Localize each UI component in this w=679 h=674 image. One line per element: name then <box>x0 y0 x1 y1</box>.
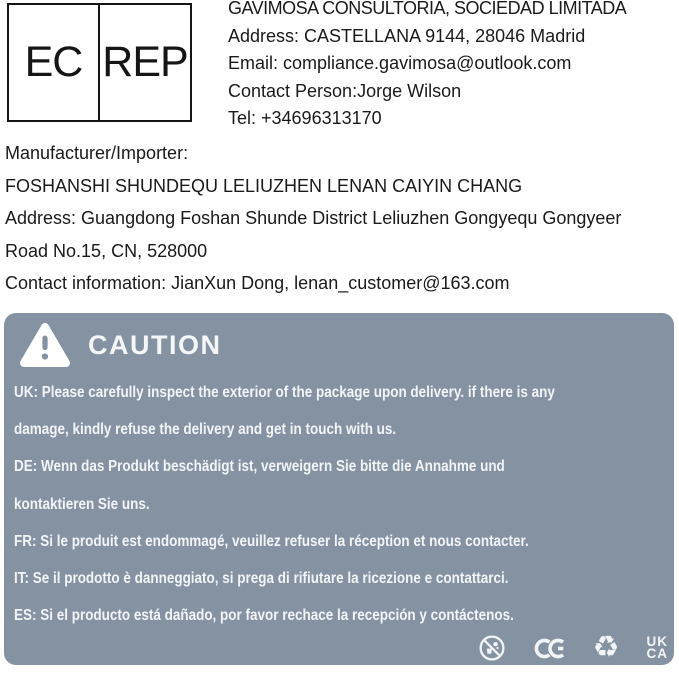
manufacturer-name: FOSHANSHI SHUNDEQU LELIUZHEN LENAN CAIYIN CHANG <box>5 175 523 196</box>
recycling-icon: ♻ <box>592 630 620 665</box>
caution-header <box>20 322 222 368</box>
eu-rep-company: GAVIMOSA CONSULTORIA, SOCIEDAD LIMITADA <box>228 0 627 18</box>
manufacturer-address-line1: Address: Guangdong Foshan Shunde District Leliuzhen Gongyequ Gongyeer <box>5 208 622 229</box>
manufacturer-contact: Contact information: JianXun Dong, lenan_customer@163.com <box>5 273 510 294</box>
manufacturer-block <box>5 137 679 300</box>
caution-line-es: ES: Si el producto está dañado, por favor rechace la recepción y contáctenos. <box>14 607 514 625</box>
caution-line-uk-1: UK: Please carefully inspect the exterior of the package upon delivery. if there is any <box>14 384 555 401</box>
caution-line-de-1: DE: Wenn das Produkt beschädigt ist, verweigern Sie bitte die Annahme und <box>14 458 505 476</box>
ukca-line1: UK <box>646 633 668 649</box>
certification-icons-row <box>479 630 668 665</box>
manufacturer-address-line2: Road No.15, CN, 528000 <box>5 240 208 261</box>
caution-line-it: IT: Se il prodotto è danneggiato, si prega di rifiutare la ricezione e contattarci. <box>14 569 509 587</box>
eu-rep-email: Email: compliance.gavimosa@outlook.com <box>228 53 572 74</box>
ec-rep-left-cell: EC <box>9 5 100 120</box>
ukca-line2: CA <box>646 646 668 661</box>
caution-line-uk-2: damage, kindly refuse the delivery and get in touch with us. <box>14 421 397 439</box>
caution-text <box>14 374 674 634</box>
caution-line-de-2: kontaktieren Sie uns. <box>14 495 150 513</box>
ce-mark-icon <box>532 638 566 659</box>
no-littering-icon <box>479 635 505 661</box>
ec-rep-right-cell: REP <box>102 38 188 86</box>
warning-triangle-icon <box>20 322 70 368</box>
eu-rep-tel: Tel: +34696313170 <box>228 108 382 129</box>
manufacturer-heading: Manufacturer/Importer: <box>5 143 189 163</box>
eu-rep-contact-person: Contact Person:Jorge Wilson <box>228 80 462 101</box>
eu-rep-address: Address: CASTELLANA 9144, 28046 Madrid <box>228 25 586 46</box>
caution-title: CAUTION <box>88 329 222 360</box>
eu-representative-block <box>228 0 679 133</box>
caution-line-fr: FR: Si le produit est endommagé, veuillez refuser la réception et nous contacter. <box>14 532 529 550</box>
ukca-mark <box>646 633 669 661</box>
ec-rep-symbol <box>7 3 192 122</box>
caution-panel <box>4 313 674 665</box>
